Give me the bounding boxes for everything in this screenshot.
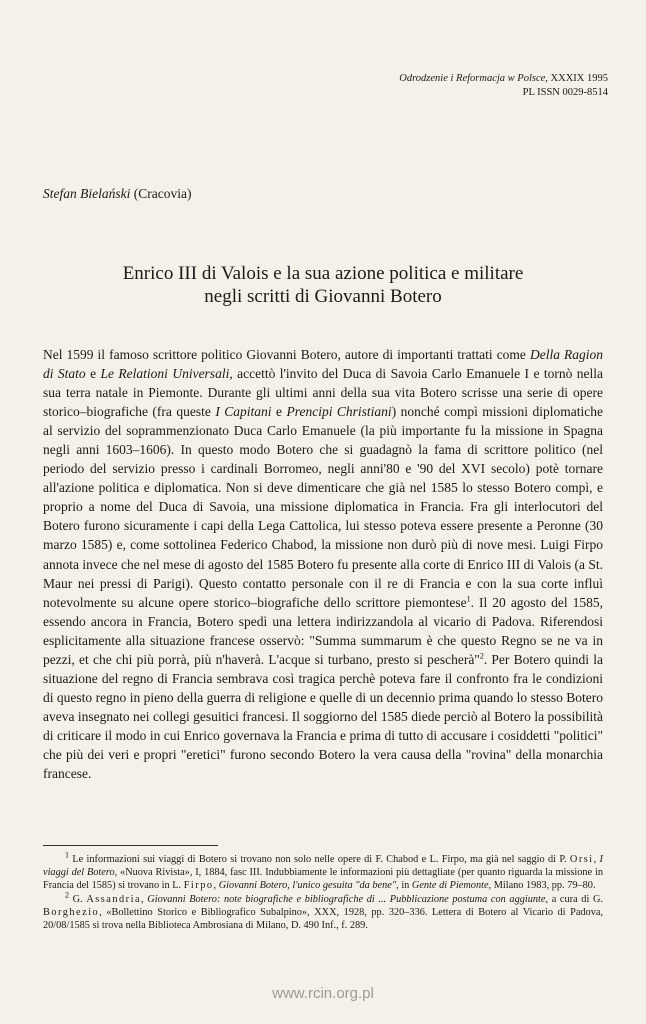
watermark: www.rcin.org.pl [272, 985, 374, 1002]
cited-title: Giovanni Botero: note biografiche e bibliografiche di ... Pubblicazione postuma con aggiunte [147, 893, 546, 905]
footnote-text: , in [396, 880, 412, 892]
body-text-run: e [271, 404, 287, 420]
footnote-text: , [213, 880, 219, 892]
footnote-text: , [141, 893, 148, 905]
article-title [40, 262, 606, 308]
footnote-ref-2[interactable]: 2 [479, 651, 484, 661]
footnote-divider [43, 845, 218, 846]
footnote-mark: 1 [65, 850, 69, 860]
cited-author: Firpo [183, 880, 214, 892]
footnote-text: Le informazioni sui viaggi di Botero si trovano non solo nelle opere di F. Chabod e L. Firpo, ma già nel saggio di P. [69, 854, 570, 865]
author-name: Stefan Bielański [43, 186, 131, 201]
work-title: Della Ragion di Stato [43, 347, 603, 382]
footnote-mark: 2 [65, 890, 69, 900]
journal-citation [399, 72, 608, 86]
cited-author: Borghezio [43, 906, 100, 918]
cited-title: Gente di Piemonte [411, 880, 489, 892]
work-title: Prencipi Christiani [286, 404, 392, 420]
body-paragraph [43, 345, 603, 783]
body-text-run: , accettò l'invito del Duca di Savoia Carlo Emanuele I e tornò nella sua terra natale in Piemonte. Durante gli ultimi anni della sua vita Botero scrisse una serie di opere storico–biografiche (fra queste [43, 366, 603, 420]
footnote-text: , Milano 1983, pp. 79–80. [488, 880, 596, 892]
title-line-1: Enrico III di Valois e la sua azione politica e militare [122, 263, 524, 284]
body-text-run: . Il 20 agosto del 1585, essendo ancora in Francia, Botero spedì una lettera indirizzandola al vicario di Padova. Riferendosi esplicitamente alla situazione francese osservò: "Summa summarum è che questo Regno se ne va in pezzi, et che chi più porrà, più n'haverà. L'acque si turbano, presto si pescherà" [43, 594, 603, 667]
cited-title: I viaggi del Botero [43, 854, 603, 879]
journal-volume: XXXIX 1995 [550, 73, 608, 84]
author-city: (Cracovia) [133, 186, 192, 201]
cited-author: Assandria [86, 893, 142, 905]
footnote-text: , a cura di G. [545, 893, 603, 905]
body-text-run: ) nonché compì missioni diplomatiche al servizio del soprammenzionato Duca Carlo Emanuele (la più importante fu la missione in Spagna negli anni 1603–1606). In questo modo Botero che si guadagnò la fama di scrittore politico (nel periodo del servizio presso i cardinali Borromeo, negli anni'80 e '90 del XVI secolo) potè tornare all'azione politica e diplomatica. Non si deve dimenticare che già nel 1585 lo stesso Botero compì, e proprio a nome del Duca di Savoia, una missione diplomatica in Francia. Fra gli interlocutori del Botero furono sicuramente i capi della Lega Cattolica, lui stesso poteva essere presente a Peronne (30 marzo 1585) e, come sottolinea Federico Chabod, la missione non durò più di nove mesi. Luigi Firpo annota invece che nel mese di agosto del 1585 Botero fu presente alla corte di Enrico III di Valois (a St. Maur nei pressi di Parigi). Questo contatto personale con il re di Francia e con la sua corte influì notevolmente su alcune opere storico–biografiche dello scrittore piemontese [43, 404, 603, 610]
body-text-run: Nel 1599 il famoso scrittore politico Giovanni Botero, autore di importanti trattati come [43, 347, 530, 362]
footnote-2 [43, 890, 603, 933]
work-title: I Capitani [215, 404, 272, 420]
body-text-run: . Per Botero quindi la situazione del regno di Francia sembrava così tragica perchè poteva fare il confronto fra le condizioni di questo regno in pieno della guerra di religione e quelle di un decennio prima quando lo stesso Botero aveva insegnato nei collegi gesuitici francesi. Il soggiorno del 1585 diede perciò al Botero la possibilità di criticare il modo in cui Enrico governava la Francia e prima di tutto di accusare i cosiddetti "politici" che più dei veri e propri "eretici" furono secondo Botero la vera causa della "rovina" della monarchia francese. [43, 651, 603, 782]
footnote-text: , «Nuova Rivista», I, 1884, fasc III. Indubbiamente le informazioni più dettagliate (per quanto riguarda la missione in Francia del 1585) si trovano in L. [43, 867, 603, 892]
journal-name: Odrodzenie i Reformacja w Polsce, [399, 73, 548, 84]
footnote-1 [43, 850, 603, 893]
footnote-text: G. [69, 893, 87, 905]
work-title: Le Relationi Universali [100, 366, 230, 382]
journal-issn: PL ISSN 0029-8514 [522, 87, 608, 98]
cited-author: Orsi [569, 854, 594, 865]
author-line [43, 186, 191, 202]
title-line-2: negli scritti di Giovanni Botero [204, 286, 442, 307]
footnotes [43, 850, 603, 932]
footnote-ref-1[interactable]: 1 [466, 594, 471, 604]
body-text-run: e [85, 366, 101, 382]
footnote-text: , [593, 854, 600, 865]
footnote-text: , «Bollettino Storico e Bibliografico Subalpino», XXX, 1928, pp. 320–336. Lettera di Botero al Vicario di Padova, 20/08/1585 si trova nella Biblioteca Ambrosiana di Milano, D. 490 Inf., f. 289. [43, 906, 603, 932]
cited-title: Giovanni Botero, l'unico gesuita "da bene" [218, 880, 397, 892]
journal-header [399, 72, 608, 100]
